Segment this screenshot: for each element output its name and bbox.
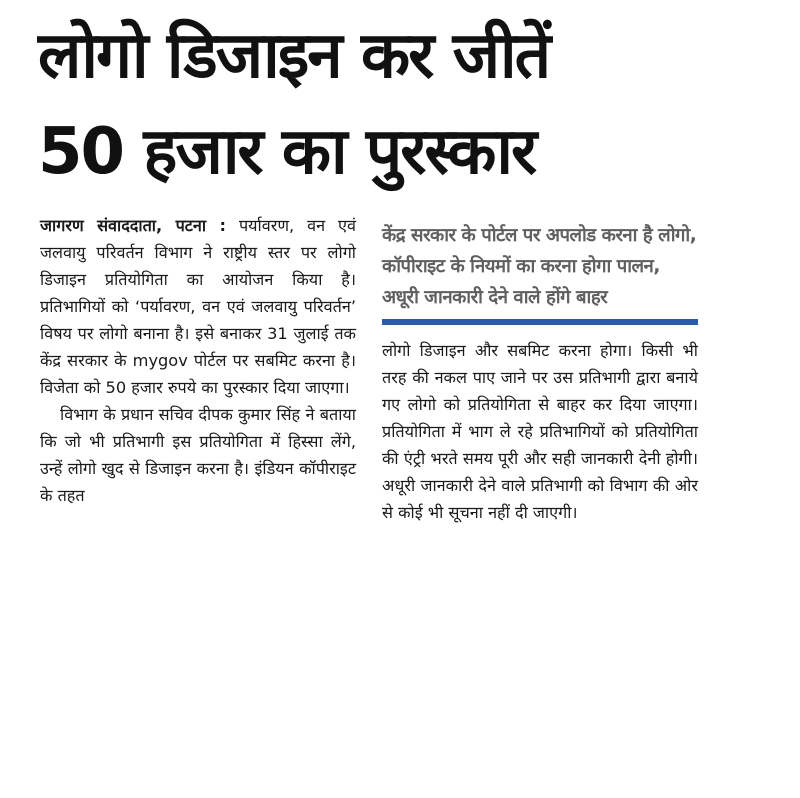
- subheadline-divider: [382, 319, 698, 325]
- subheadline: केंद्र सरकार के पोर्टल पर अपलोड करना है लोगो, कॉपीराइट के नियमों का करना होगा पालन, अधूरी जानकारी देने वाले होंगे बाहर: [382, 225, 697, 308]
- left-paragraph-2: विभाग के प्रधान सचिव दीपक कुमार सिंह ने बताया कि जो भी प्रतिभागी इस प्रतियोगिता में हिस्सा लेंगे, उन्हें लोगो खुद से डिजाइन करना है। इंडियन कॉपीराइट के तहत: [40, 405, 356, 505]
- left-paragraph-1: [40, 212, 356, 401]
- left-paragraph-1-text: पर्यावरण, वन एवं जलवायु परिवर्तन विभाग ने राष्ट्रीय स्तर पर लोगो डिजाइन प्रतियोगिता का आयोजन किया है। प्रतिभागियों को ‘पर्यावरण, वन एवं जलवायु परिवर्तन’ विषय पर लोगो बनाना है। इसे बनाकर 31 जुलाई तक केंद्र सरकार के mygov पोर्टल पर सबमिट करना है। विजेता को 50 हजार रुपये का पुरस्कार दिया जाएगा।: [40, 216, 357, 397]
- left-column: [40, 212, 356, 509]
- right-paragraph: लोगो डिजाइन और सबमिट करना होगा। किसी भी तरह की नकल पाए जाने पर उस प्रतिभागी द्वारा बनाये गए लोगो को प्रतियोगिता से बाहर कर दिया जाएगा। प्रतियोगिता में भाग ले रहे प्रतिभागियों को प्रतियोगिता की एंट्री भरते समय पूरी और सही जानकारी देनी होगी। अधूरी जानकारी देने वाले प्रतिभागी को विभाग की ओर से कोई भी सूचना नहीं दी जाएगी।: [382, 341, 698, 522]
- right-column: [382, 220, 698, 526]
- headline-line-2: 50 हजार का पुरस्कार: [38, 115, 536, 189]
- byline: जागरण संवाददाता, पटना :: [40, 216, 227, 235]
- headline-line-1: लोगो डिजाइन कर जीतें: [38, 19, 550, 93]
- headline: [38, 8, 778, 200]
